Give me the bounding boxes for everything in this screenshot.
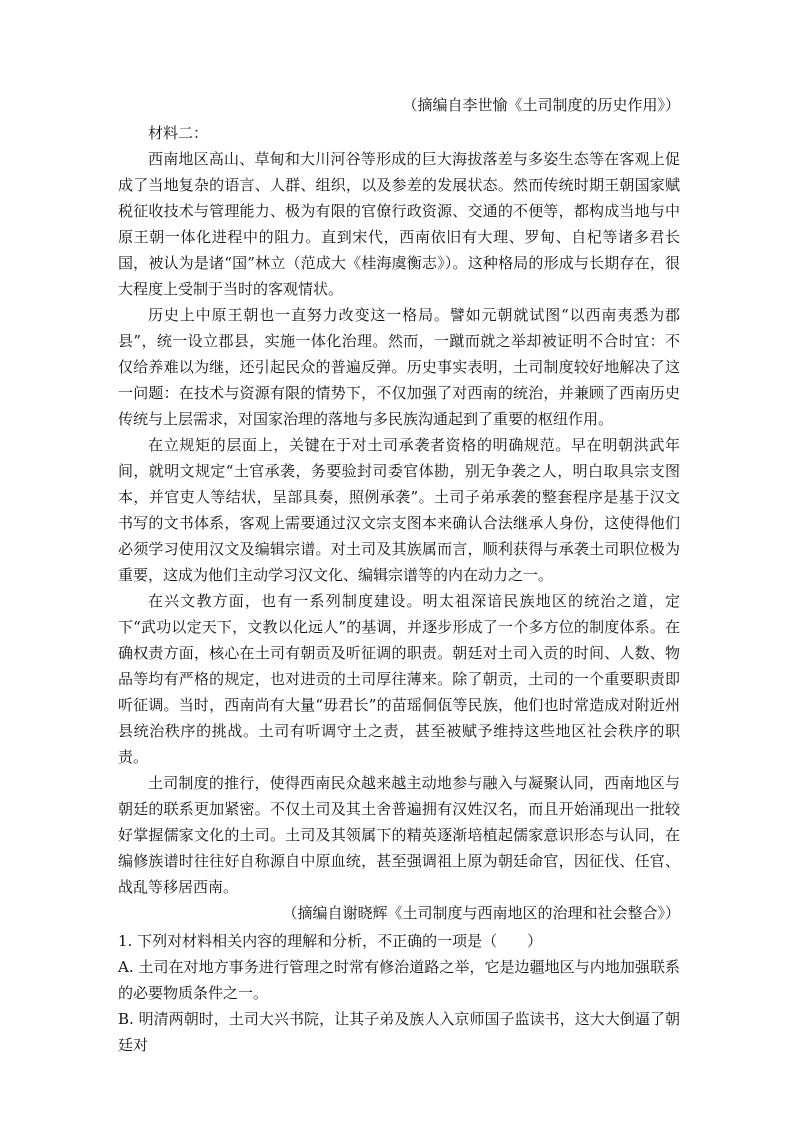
source-citation-2: （摘编自谢晓辉《土司制度与西南地区的治理和社会整合》） [282,904,680,922]
paragraph-1: 西南地区高山、草甸和大川河谷等形成的巨大海拔落差与多姿生态等在客观上促成了当地复杂的语言、人群、组织，以及参差的发展状态。然而传统时期王朝国家赋税征收技术与管理能力、极为有限的官僚行政资源、交通的不便等，都构成当地与中原王朝一体化进程中的阻力。直到宋代，西南依旧有大理、罗甸、自杞等诸多君长国，被认为是诸“国”林立（范成大《桂海虞衡志》）。这种格局的形成与长期存在，很大程度上受制于当时的客观情状。 [118,150,680,298]
question-1-stem: 1. 下列对材料相关内容的理解和分析，不正确的一项是（ ） [118,932,543,950]
source-citation-1: （摘编自李世愉《土司制度的历史作用》） [402,96,680,114]
paragraph-5: 土司制度的推行，使得西南民众越来越主动地参与融入与凝聚认同，西南地区与朝廷的联系更加紧密。不仅土司及其土舍普遍拥有汉姓汉名，而且开始涌现出一批较好掌握儒家文化的土司。土司及其领属下的精英逐渐培植起儒家意识形态与认同，在编修族谱时往往好自称源自中原血统，甚至强调祖上原为朝廷命官，因征伐、任官、战乱等移居西南。 [118,774,680,896]
paragraph-2: 历史上中原王朝也一直努力改变这一格局。譬如元朝就试图“以西南夷悉为郡县”，统一设立郡县，实施一体化治理。然而，一蹴而就之举却被证明不合时宜：不仅给养难以为继，还引起民众的普遍反弹。历史事实表明，土司制度较好地解决了这一问题：在技术与资源有限的情势下，不仅加强了对西南的统治，并兼顾了西南历史传统与上层需求，对国家治理的落地与多民族沟通起到了重要的枢纽作用。 [118,306,680,428]
document-body [118,92,680,1058]
question-1-option-a: A. 土司在对地方事务进行管理之时常有修治道路之举，它是边疆地区与内地加强联系的必要物质条件之一。 [118,958,680,1002]
material-two-heading: 材料二： [148,124,209,142]
paragraph-4: 在兴文教方面，也有一系列制度建设。明太祖深谙民族地区的统治之道，定下“武功以定天下，文教以化远人”的基调，并逐步形成了一个多方位的制度体系。在确权责方面，核心在土司有朝贡及听征调的职责。朝廷对土司入贡的时间、人数、物品等均有严格的规定，也对进贡的土司厚往薄来。除了朝贡，土司的一个重要职责即听征调。当时，西南尚有大量“毋君长”的苗瑶侗佤等民族，他们也时常造成对附近州县统治秩序的挑战。土司有听调守土之责，甚至被赋予维持这些地区社会秩序的职责。 [118,592,680,766]
question-1-option-b: B. 明清两朝时，土司大兴书院，让其子弟及族人入京师国子监读书，这大大倒逼了朝廷对 [118,1010,680,1054]
paragraph-3: 在立规矩的层面上，关键在于对土司承袭者资格的明确规范。早在明朝洪武年间，就明文规定“土官承袭，务要验封司委官体勘，别无争袭之人，明白取具宗支图本，并官吏人等结状，呈部具奏，照例承袭”。土司子弟承袭的整套程序是基于汉文书写的文书体系，客观上需要通过汉文宗支图本来确认合法继承人身份，这使得他们必须学习使用汉文及编辑宗谱。对土司及其族属而言，顺利获得与承袭土司职位极为重要，这成为他们主动学习汉文化、编辑宗谱等的内在动力之一。 [118,436,680,584]
